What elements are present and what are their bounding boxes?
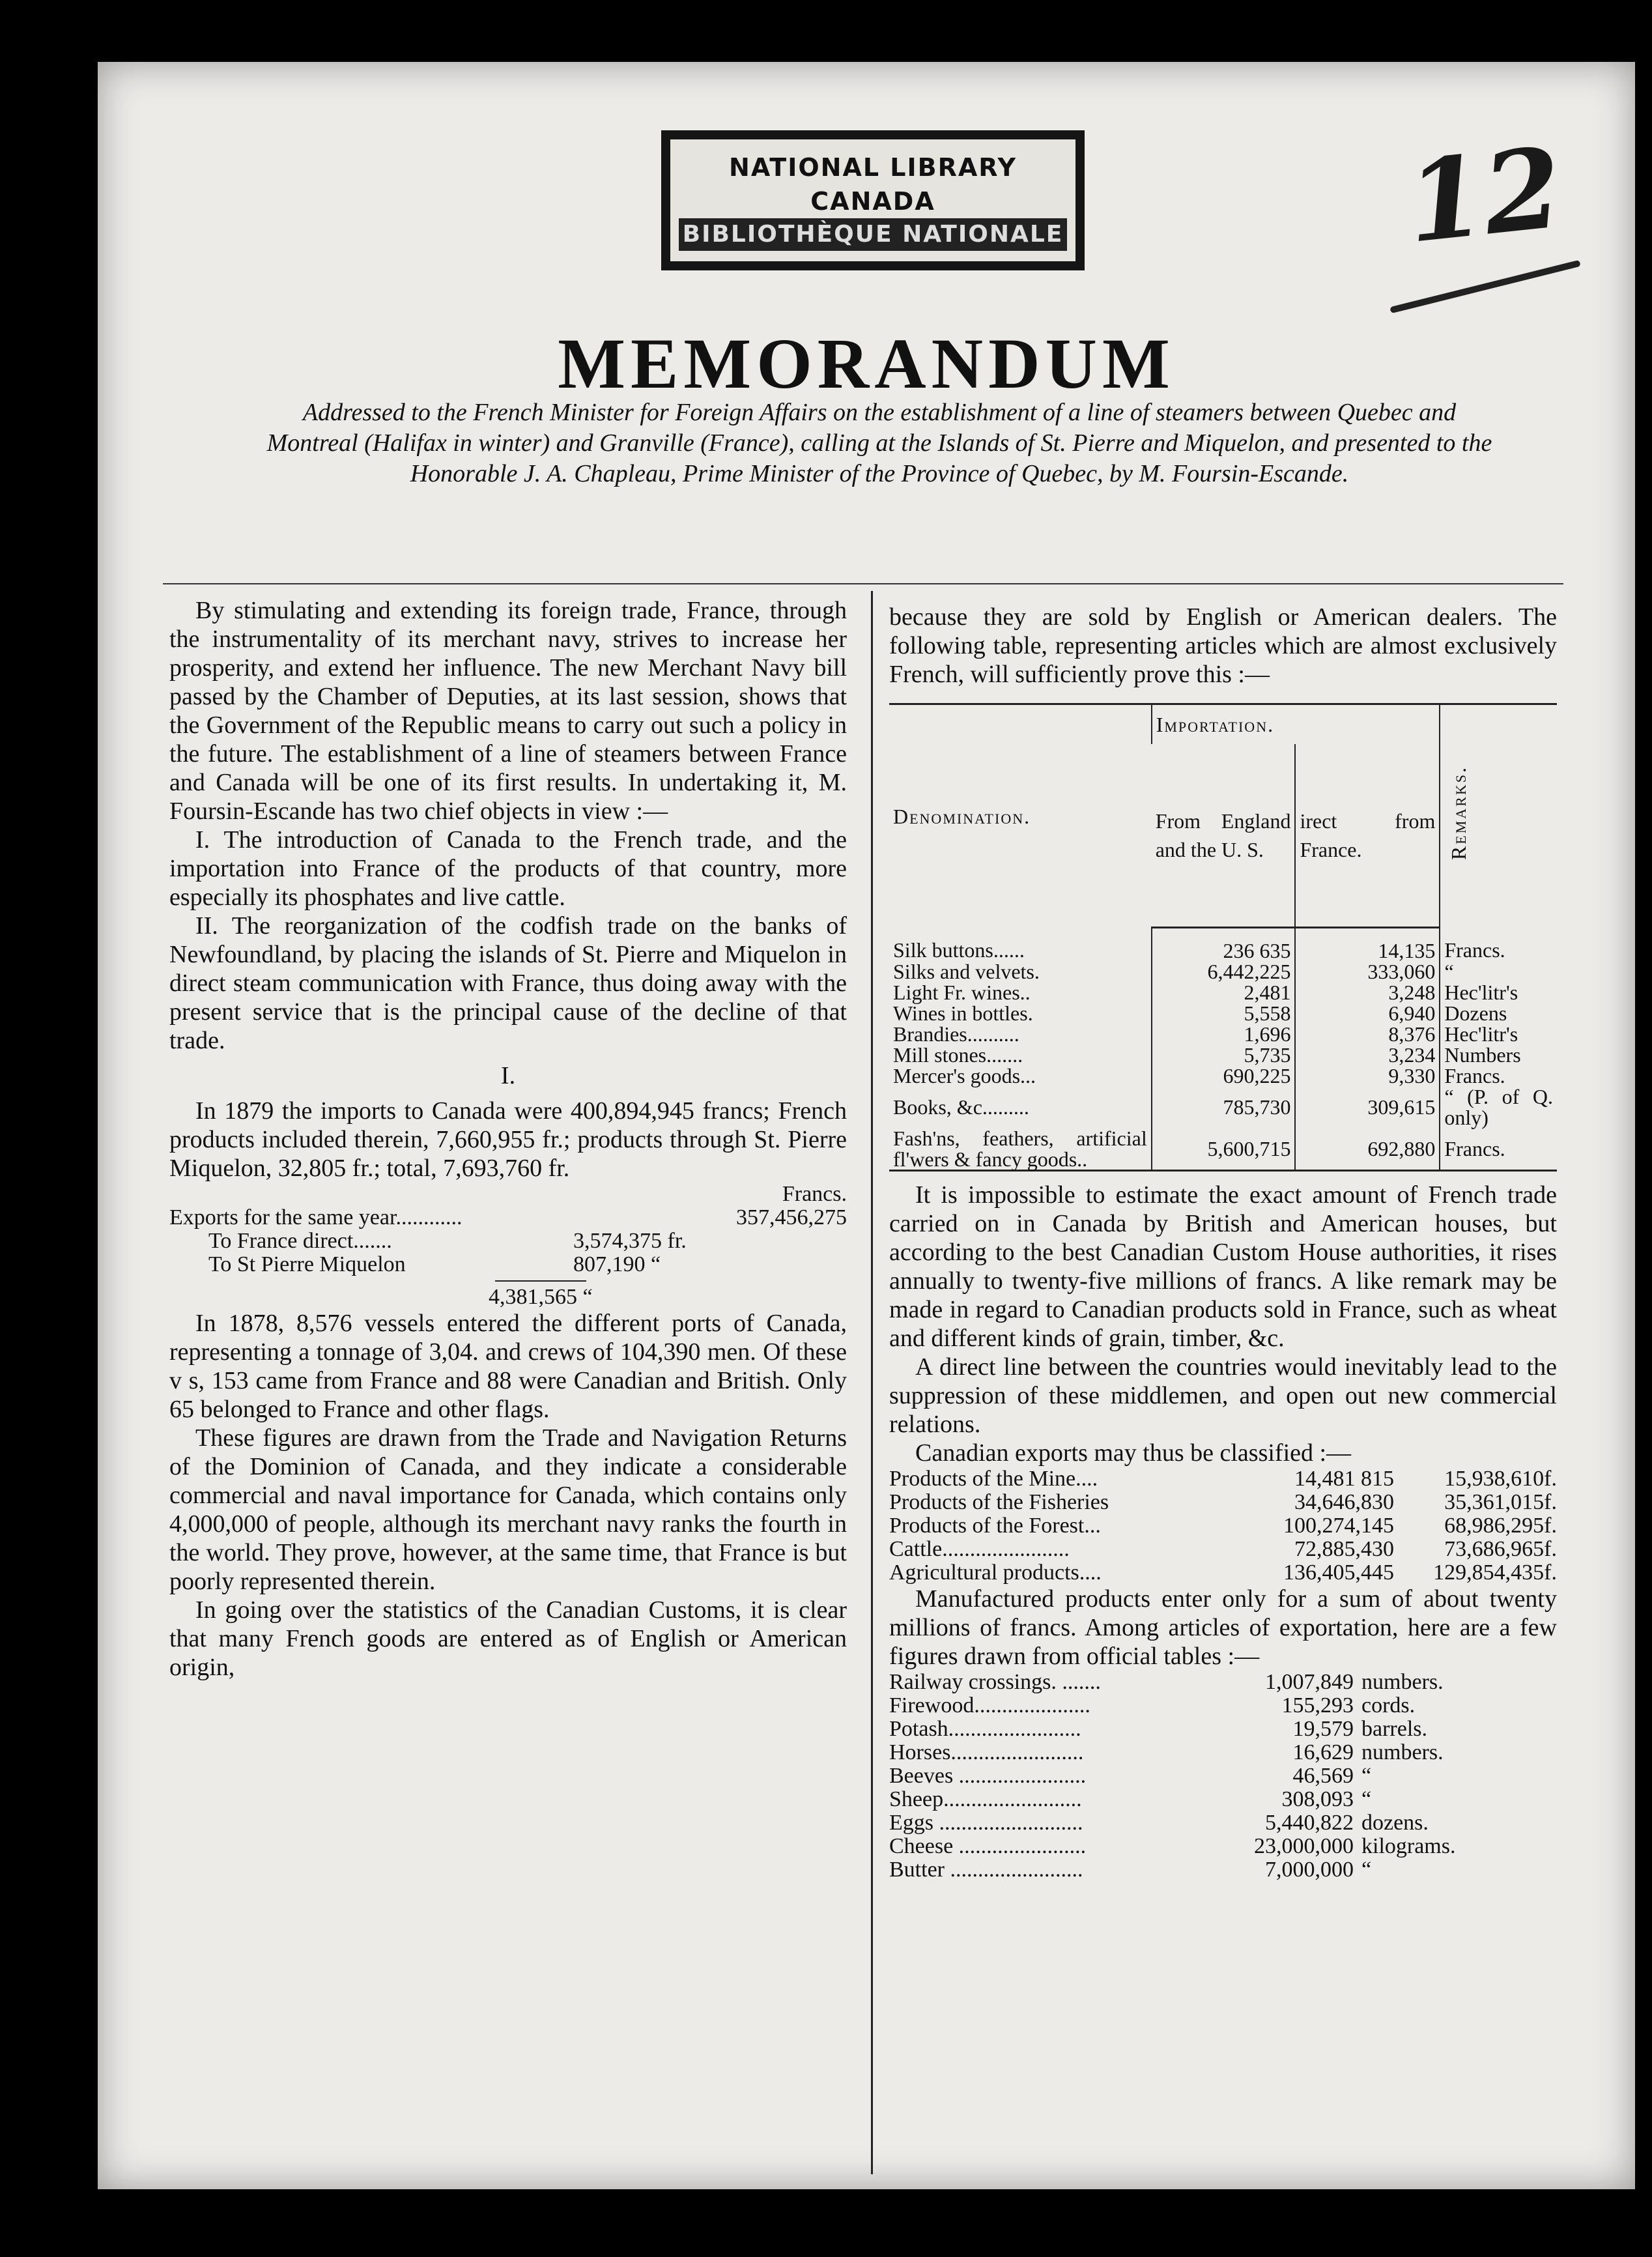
export-value-1: 72,885,430	[1294, 1537, 1394, 1561]
list-item	[889, 1671, 1557, 1694]
table-row	[889, 1128, 1557, 1171]
sum-rule	[495, 1280, 586, 1282]
export-value-2: 73,686,965f.	[1444, 1537, 1557, 1561]
article-name: Butter ........................	[889, 1858, 1083, 1882]
article-value: 7,000,000	[1265, 1858, 1354, 1882]
article-name: Eggs ..........................	[889, 1811, 1083, 1835]
row-remarks: Dozens	[1440, 1003, 1557, 1024]
paragraph: II. The reorganization of the codfish trade on the banks of Newfoundland, by placing the islands of St. Pierre and Miquelon in direct steam communication with France, thus doing away with the present service that is the principal cause of the decline of that trade.	[169, 912, 847, 1054]
table-row	[889, 1086, 1557, 1128]
export-value-1: 136,405,445	[1283, 1560, 1394, 1585]
paragraph: because they are sold by English or American dealers. The following table, representing articles which are almost exclusively French, will sufficiently prove this :—	[889, 603, 1557, 688]
row-direct-france: 6,940	[1295, 1003, 1440, 1024]
article-unit: numbers.	[1361, 1670, 1444, 1694]
row-direct-france: 14,135	[1295, 928, 1440, 962]
table-row	[889, 1024, 1557, 1044]
article-name: Railway crossings. .......	[889, 1670, 1101, 1694]
exports-value: 357,456,275	[736, 1205, 847, 1229]
list-item	[889, 1811, 1557, 1835]
row-denomination: Light Fr. wines..	[893, 981, 1031, 1004]
article-value: 46,569	[1292, 1764, 1354, 1788]
row-from-england: 5,600,715	[1152, 1128, 1296, 1171]
row-direct-france: 3,234	[1295, 1044, 1440, 1065]
paragraph: These figures are drawn from the Trade and Navigation Returns of the Dominion of Canada, and they indicate a considerable commercial and naval importance for Canada, which contains only 4,000,000 of people, although its merchant navy ranks the fourth in the world. They prove, however, at the same time, that France is but poorly represented therein.	[169, 1424, 847, 1595]
document-page	[98, 62, 1635, 2189]
article-unit: dozens.	[1361, 1811, 1429, 1835]
header-divider	[163, 583, 1563, 584]
export-name: Products of the Forest...	[889, 1514, 1101, 1538]
handwritten-number: 12	[1401, 122, 1568, 268]
article-value: 308,093	[1281, 1787, 1354, 1811]
exports-summary	[169, 1183, 847, 1309]
st-pierre-value: 807,190 “	[573, 1252, 661, 1276]
direct-france-header: irect from France.	[1295, 744, 1440, 928]
handwritten-underline	[1389, 260, 1581, 313]
list-item	[889, 1741, 1557, 1764]
article-name: Potash........................	[889, 1717, 1081, 1741]
paragraph: I. The introduction of Canada to the French trade, and the importation into France of the products of that country, more especially its phosphates and live cattle.	[169, 826, 847, 911]
francs-label: Francs.	[782, 1182, 847, 1206]
row-denomination: Silk buttons......	[893, 938, 1025, 962]
table-row	[889, 961, 1557, 982]
row-remarks: Francs.	[1440, 1128, 1557, 1171]
page-subtitle: Addressed to the French Minister for Foreign Affairs on the establishment of a line of steamers between Quebec and Montreal (Halifax in winter) and Granville (France), calling at the Islands of St. Pierre and Miquelon, and presented to the Honorable J. A. Chapleau, Prime Minister of the Province of Quebec, by M. Foursin-Escande.	[266, 399, 1492, 487]
paragraph: In going over the statistics of the Canadian Customs, it is clear that many French goods are entered as of English or American origin,	[169, 1596, 847, 1681]
article-unit: barrels.	[1361, 1717, 1428, 1741]
table-row	[889, 982, 1557, 1003]
left-column	[169, 596, 847, 1682]
row-denomination: Silks and velvets.	[893, 960, 1040, 983]
section-heading: I.	[500, 1062, 516, 1089]
row-from-england: 5,558	[1152, 1003, 1296, 1024]
exports-classification-list	[889, 1467, 1557, 1585]
article-name: Cheese .......................	[889, 1834, 1087, 1858]
export-value-2: 15,938,610f.	[1444, 1467, 1557, 1491]
row-from-england: 1,696	[1152, 1024, 1296, 1044]
article-name: Firewood.....................	[889, 1693, 1090, 1718]
row-remarks: Francs.	[1440, 928, 1557, 962]
export-value-1: 14,481 815	[1294, 1467, 1394, 1491]
row-denomination: Books, &c.........	[893, 1095, 1029, 1119]
row-remarks: Numbers	[1440, 1044, 1557, 1065]
table-row	[889, 1003, 1557, 1024]
importation-table-body	[889, 928, 1557, 1171]
article-unit: cords.	[1361, 1693, 1416, 1718]
row-from-england: 6,442,225	[1152, 961, 1296, 982]
row-denomination: Wines in bottles.	[893, 1001, 1033, 1025]
list-item	[889, 1835, 1557, 1858]
paragraph: In 1878, 8,576 vessels entered the different ports of Canada, representing a tonnage of 3,04. and crews of 104,390 men. Of these v s, 153 came from France and 88 were Canadian and British. Only 65 belonged to France and other flags.	[169, 1310, 847, 1423]
list-item	[889, 1491, 1557, 1514]
row-denomination: Mercer's goods...	[893, 1064, 1036, 1087]
list-item	[889, 1858, 1557, 1882]
table-row	[889, 928, 1557, 962]
column-divider	[871, 591, 873, 2174]
export-value-2: 68,986,295f.	[1444, 1514, 1557, 1538]
export-name: Agricultural products....	[889, 1560, 1102, 1585]
row-direct-france: 333,060	[1295, 961, 1440, 982]
paragraph: It is impossible to estimate the exact amount of French trade carried on in Canada by British and American houses, but according to the best Canadian Custom House authorities, it rises annually to twenty-five millions of francs. A like remark may be made in regard to Canadian products sold in France, such as wheat and different kinds of grain, timber, &c.	[889, 1181, 1557, 1352]
remarks-header: Remarks.	[1447, 765, 1471, 860]
article-name: Horses........................	[889, 1740, 1084, 1764]
row-remarks: “ (P. of Q. only)	[1440, 1086, 1557, 1128]
row-from-england: 2,481	[1152, 982, 1296, 1003]
table-row	[889, 1065, 1557, 1086]
st-pierre-label: To St Pierre Miquelon	[208, 1252, 406, 1276]
list-item	[889, 1718, 1557, 1741]
row-direct-france: 3,248	[1295, 982, 1440, 1003]
row-from-england: 236 635	[1152, 928, 1296, 962]
export-value-2: 35,361,015f.	[1444, 1490, 1557, 1514]
list-item	[889, 1764, 1557, 1788]
article-name: Sheep.........................	[889, 1787, 1082, 1811]
export-value-1: 34,646,830	[1294, 1490, 1394, 1514]
article-unit: “	[1361, 1764, 1372, 1788]
stamp-line-1: NATIONAL LIBRARY	[729, 152, 1017, 182]
table-row	[889, 1044, 1557, 1065]
row-direct-france: 9,330	[1295, 1065, 1440, 1086]
row-remarks: “	[1440, 961, 1557, 982]
france-direct-label: To France direct.......	[208, 1229, 392, 1253]
article-unit: “	[1361, 1858, 1372, 1882]
article-unit: kilograms.	[1361, 1834, 1456, 1858]
row-from-england: 5,735	[1152, 1044, 1296, 1065]
row-denomination: Brandies..........	[893, 1022, 1019, 1046]
export-name: Cattle.......................	[889, 1537, 1070, 1561]
export-value-1: 100,274,145	[1283, 1514, 1394, 1538]
exports-total: 4,381,565 “	[489, 1285, 593, 1309]
list-item	[889, 1694, 1557, 1718]
paragraph: Manufactured products enter only for a sum of about twenty millions of francs. Among articles of exportation, here are a few figures drawn from official tables :—	[889, 1585, 1557, 1670]
list-item	[889, 1514, 1557, 1538]
row-direct-france: 8,376	[1295, 1024, 1440, 1044]
article-value: 1,007,849	[1265, 1670, 1354, 1694]
article-value: 23,000,000	[1254, 1834, 1354, 1858]
article-value: 155,293	[1281, 1693, 1354, 1718]
list-item	[889, 1467, 1557, 1491]
row-direct-france: 309,615	[1295, 1086, 1440, 1128]
list-item	[889, 1561, 1557, 1585]
row-remarks: Francs.	[1440, 1065, 1557, 1086]
page-title: MEMORANDUM	[558, 324, 1175, 403]
article-value: 5,440,822	[1265, 1811, 1354, 1835]
importation-header: Importation.	[1152, 704, 1440, 745]
stamp-line-3: BIBLIOTHÈQUE NATIONALE	[679, 218, 1068, 251]
france-direct-value: 3,574,375 fr.	[573, 1229, 687, 1253]
article-unit: numbers.	[1361, 1740, 1444, 1764]
export-name: Products of the Fisheries	[889, 1490, 1109, 1514]
row-remarks: Hec'litr's	[1440, 982, 1557, 1003]
row-denomination: Fash'ns, feathers, artificial fl'wers & fancy goods..	[889, 1128, 1152, 1171]
exports-label: Exports for the same year............	[169, 1205, 463, 1229]
paragraph: A direct line between the countries would inevitably lead to the suppression of these middlemen, and open out new commercial relations.	[889, 1353, 1557, 1438]
importation-table	[889, 703, 1557, 1172]
export-name: Products of the Mine....	[889, 1467, 1098, 1491]
remarks-header-cell	[1440, 704, 1557, 928]
from-england-header: From England and the U. S.	[1152, 744, 1296, 928]
paragraph: In 1879 the imports to Canada were 400,894,945 francs; French products included therein, 7,660,955 fr.; products through St. Pierre Miquelon, 32,805 fr.; total, 7,693,760 fr.	[169, 1097, 847, 1182]
article-name: Beeves .......................	[889, 1764, 1087, 1788]
row-remarks: Hec'litr's	[1440, 1024, 1557, 1044]
row-from-england: 785,730	[1152, 1086, 1296, 1128]
paragraph: Canadian exports may thus be classified :—	[915, 1439, 1352, 1467]
row-direct-france: 692,880	[1295, 1128, 1440, 1171]
export-value-2: 129,854,435f.	[1433, 1560, 1557, 1585]
right-column	[889, 603, 1557, 1882]
article-unit: “	[1361, 1787, 1372, 1811]
row-denomination: Mill stones.......	[893, 1043, 1023, 1067]
stamp-line-2: CANADA	[810, 186, 935, 216]
articles-list	[889, 1671, 1557, 1882]
denomination-header: Denomination.	[889, 704, 1152, 928]
paragraph: By stimulating and extending its foreign trade, France, through the instrumentality of its merchant navy, strives to increase her prosperity, and extend her influence. The new Merchant Navy bill passed by the Chamber of Deputies, at its last session, shows that the Government of the Republic means to carry out such a policy in the future. The establishment of a line of steamers between France and Canada will be one of its first results. In undertaking it, M. Foursin-Escande has two chief objects in view :—	[169, 597, 847, 825]
article-value: 16,629	[1292, 1740, 1354, 1764]
list-item	[889, 1538, 1557, 1561]
row-from-england: 690,225	[1152, 1065, 1296, 1086]
list-item	[889, 1788, 1557, 1811]
library-stamp	[661, 130, 1085, 270]
article-value: 19,579	[1292, 1717, 1354, 1741]
